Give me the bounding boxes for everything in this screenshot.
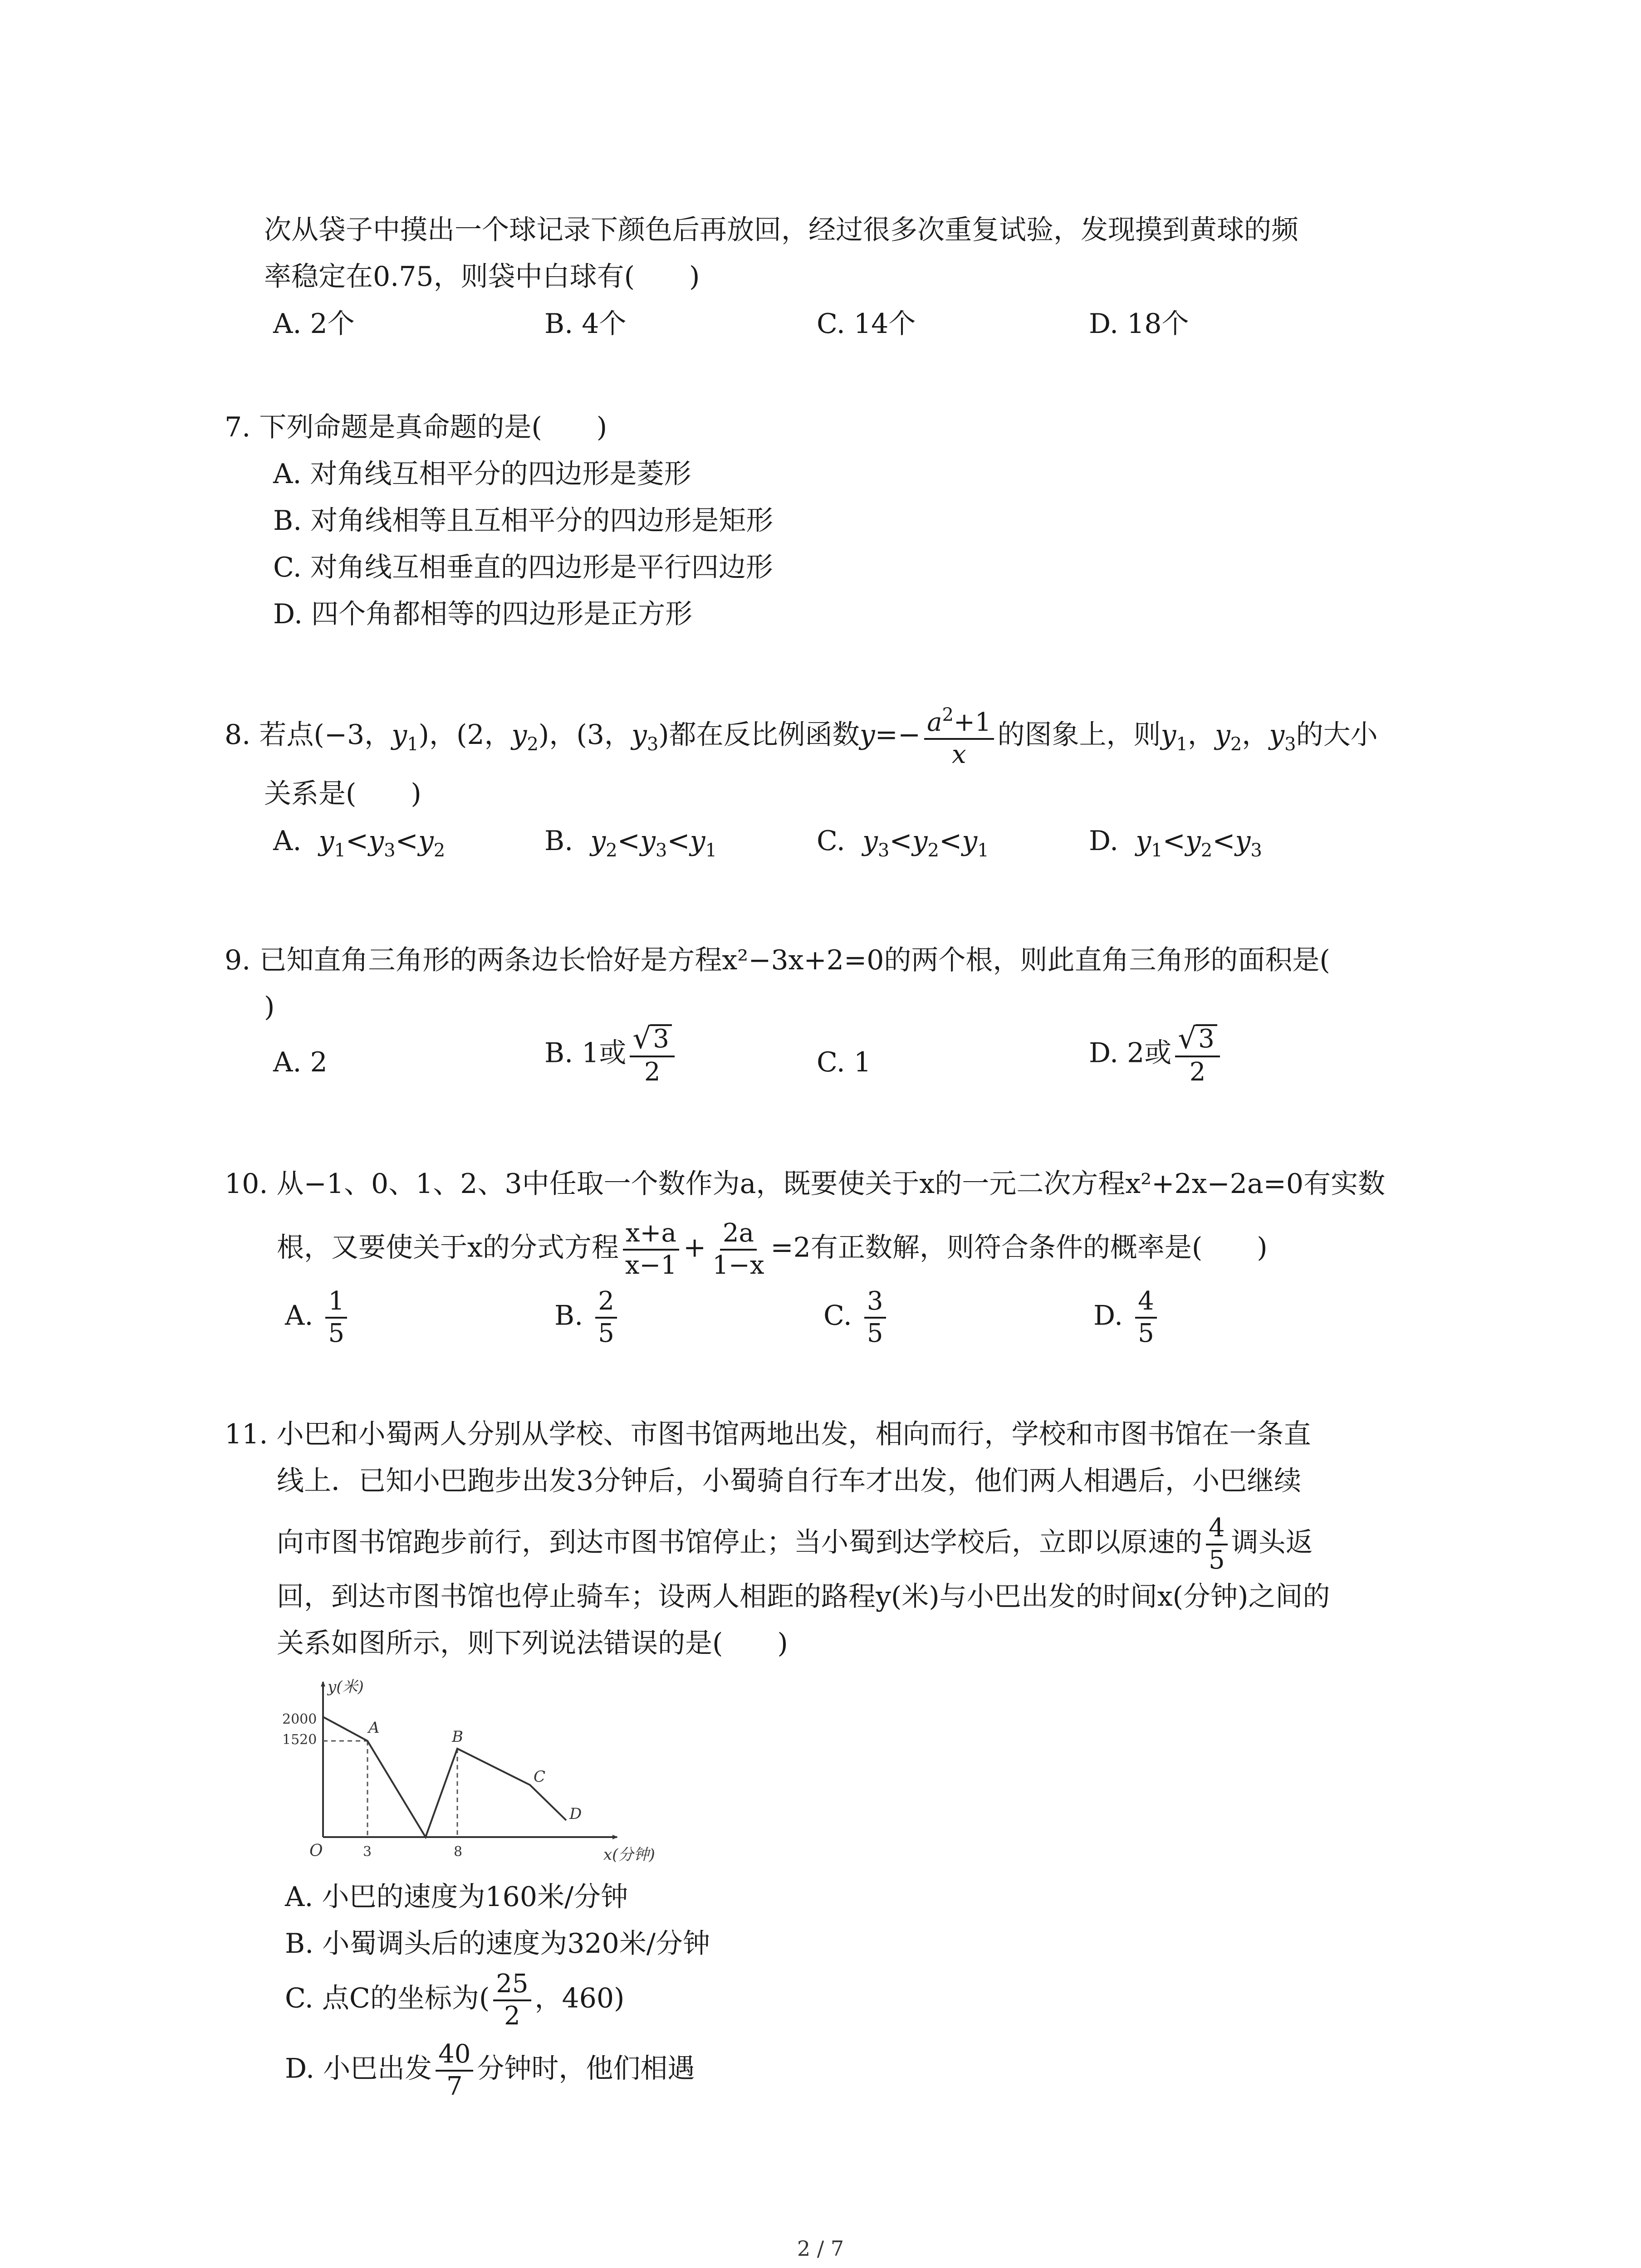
q11-option-d-pre: D. 小巴出发 <box>285 2053 432 2085</box>
q11-line3 <box>277 1515 1313 1574</box>
q10-option-b-fraction: $\frac{2}{5}$ <box>595 1288 617 1347</box>
q9-line2: ) <box>264 991 275 1023</box>
q8-option-c: C. $y_3<y_2<y_1$ <box>817 825 989 861</box>
q11-option-d-fraction: $\frac{40}{7}$ <box>436 2041 473 2100</box>
q11-line3-post: 调头返 <box>1231 1526 1313 1559</box>
q8-post2: 的大小 <box>1296 719 1378 751</box>
q9-option-b <box>544 1024 678 1086</box>
q10-option-d-fraction: $\frac{4}{5}$ <box>1135 1288 1157 1347</box>
q8-line2: 关系是( ) <box>264 778 421 810</box>
q9-option-d-label: D. 2或 <box>1089 1037 1172 1069</box>
q11-option-a: A. 小巴的速度为160米/分钟 <box>285 1881 628 1913</box>
q10-line1: 10. 从−1、0、1、2、3中任取一个数作为a，既要使关于x的一元二次方程x²+2x−2a=0有实数 <box>225 1168 1386 1200</box>
q7-option-c: C. 对角线互相垂直的四边形是平行四边形 <box>273 552 773 583</box>
q10-option-b: B. $\frac{2}{5}$ <box>554 1288 621 1347</box>
q9-option-d-denominator: 2 <box>1189 1057 1206 1087</box>
q11-line3-fraction: $\frac{4}{5}$ <box>1206 1515 1228 1574</box>
q8-mid3: )都在反比例函数 <box>658 719 860 751</box>
q6-option-d: D. 18个 <box>1089 308 1189 340</box>
q11-option-c-post: ，460) <box>534 1982 625 2014</box>
q6-option-b: B. 4个 <box>544 308 627 340</box>
point-d-label: D <box>569 1805 582 1823</box>
q10-option-c-fraction: $\frac{3}{5}$ <box>864 1288 886 1347</box>
q11-line3-pre: 向市图书馆跑步前行，到达市图书馆停止；当小蜀到达学校后，立即以原速的 <box>277 1526 1202 1559</box>
q6-option-c: C. 14个 <box>817 308 916 340</box>
q9-option-b-denominator: 2 <box>644 1057 661 1087</box>
q10-option-c: C. $\frac{3}{5}$ <box>823 1288 890 1347</box>
q9-option-b-radicand: 3 <box>650 1024 672 1053</box>
x-tick-8: 8 <box>454 1844 463 1860</box>
q11-option-d <box>285 2041 695 2100</box>
q6-option-a: A. 2个 <box>273 308 355 340</box>
q10-option-d: D. $\frac{4}{5}$ <box>1093 1288 1161 1347</box>
q10-fraction-2: $\frac{2a}{1-x}$ <box>712 1218 764 1280</box>
q7-option-b: B. 对角线相等且互相平分的四边形是矩形 <box>273 505 774 537</box>
q8-pre: 8. 若点(−3， <box>225 719 392 751</box>
q10-line2-pre: 根，又要使关于x的分式方程 <box>277 1232 619 1264</box>
q8-func: y=− <box>859 719 921 751</box>
point-c-label: C <box>534 1768 546 1786</box>
q11-line1: 11. 小巴和小蜀两人分别从学校、市图书馆两地出发，相向而行，学校和市图书馆在一条直 <box>225 1418 1311 1450</box>
q10-line2-post: =2有正数解，则符合条件的概率是( ) <box>770 1232 1268 1264</box>
q9-option-d-fraction: √ 3 2 <box>1175 1024 1220 1086</box>
q8-option-d: D. $y_1<y_2<y_3$ <box>1089 825 1262 861</box>
q7-stem: 7. 下列命题是真命题的是( ) <box>225 411 607 443</box>
q11-option-b: B. 小蜀调头后的速度为320米/分钟 <box>285 1928 710 1960</box>
q7-option-d: D. 四个角都相等的四边形是正方形 <box>273 598 693 630</box>
x-axis-label: x(分钟) <box>603 1846 655 1864</box>
q9-option-d-radicand: 3 <box>1195 1024 1217 1053</box>
q9-option-b-label: B. 1或 <box>544 1037 627 1069</box>
q8-mid1: )，(2， <box>418 719 512 751</box>
q8-fraction: $\frac{a^2+1}{x}$ <box>924 705 994 768</box>
page-number: 2 / 7 <box>797 2236 844 2261</box>
point-b-label: B <box>452 1728 463 1746</box>
q11-line4: 回，到达市图书馆也停止骑车；设两人相距的路程y(米)与小巴出发的时间x(分钟)之间的 <box>277 1581 1330 1613</box>
q11-option-c-fraction: $\frac{25}{2}$ <box>493 1971 531 2030</box>
q11-option-d-post: 分钟时，他们相遇 <box>477 2053 695 2085</box>
q11-line5: 关系如图所示，则下列说法错误的是( ) <box>277 1628 788 1659</box>
q8-post: 的图象上，则 <box>997 719 1161 751</box>
q10-line2 <box>277 1220 1268 1279</box>
q8-line1: 8. 若点(−3，$y_1$)，(2，$y_2$)，(3，$y_3$)都在反比例函数y=− $\frac{a^2+1}{x}$ 的图象上，则$y_1$，$y_2$，$y_3$的大小 <box>225 704 1378 769</box>
origin-label: O <box>309 1842 323 1860</box>
q8-option-b: B. $y_2<y_3<y_1$ <box>544 825 717 861</box>
q9-option-c: C. 1 <box>817 1046 872 1078</box>
y-tick-2000: 2000 <box>282 1711 317 1727</box>
q10-fraction-1: $\frac{x+a}{x-1}$ <box>622 1220 680 1279</box>
q11-option-c-pre: C. 点C的坐标为( <box>285 1982 490 2014</box>
q7-option-a: A. 对角线互相平分的四边形是菱形 <box>273 458 691 490</box>
q9-option-d <box>1089 1024 1224 1086</box>
q9-line1: 9. 已知直角三角形的两条边长恰好是方程x²−3x+2=0的两个根，则此直角三角形的面积是( <box>225 944 1330 976</box>
q11-line2: 线上．已知小巴跑步出发3分钟后，小蜀骑自行车才出发，他们两人相遇后，小巴继续 <box>277 1465 1302 1497</box>
distance-time-graph <box>272 1674 681 1873</box>
distance-line <box>323 1717 566 1837</box>
q6-line2: 率稳定在0.75，则袋中白球有( ) <box>264 261 700 293</box>
x-tick-3: 3 <box>363 1844 372 1860</box>
point-a-label: A <box>368 1719 380 1737</box>
y-axis-label: y(米) <box>328 1678 364 1696</box>
q10-option-a-fraction: $\frac{1}{5}$ <box>325 1288 347 1347</box>
q9-option-a: A. 2 <box>273 1046 328 1078</box>
q8-option-a: A. $y_1<y_3<y_2$ <box>273 825 446 861</box>
q9-option-b-fraction: √ 3 2 <box>630 1024 674 1086</box>
q10-option-a: A. $\frac{1}{5}$ <box>285 1288 351 1347</box>
q11-option-c <box>285 1971 624 2030</box>
q6-line1: 次从袋子中摸出一个球记录下颜色后再放回，经过很多次重复试验，发现摸到黄球的频 <box>264 214 1298 246</box>
q8-mid2: )，(3， <box>538 719 632 751</box>
y-tick-1520: 1520 <box>282 1732 317 1748</box>
q10-plus: + <box>683 1232 706 1264</box>
